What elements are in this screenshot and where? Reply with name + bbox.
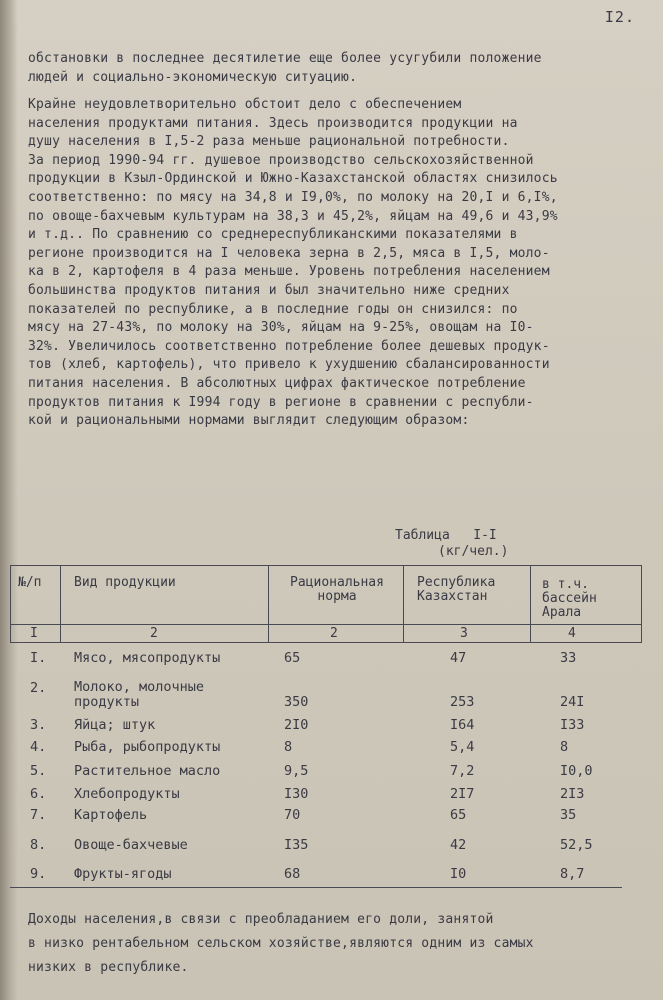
row-index: 3. <box>30 717 47 733</box>
table-row <box>0 763 663 783</box>
table-row <box>0 837 663 857</box>
colnum-4: 3 <box>460 626 468 641</box>
table-row <box>0 866 663 886</box>
row-aral: 8 <box>560 739 569 755</box>
row-rational: 9,5 <box>284 763 309 779</box>
table-row <box>0 739 663 759</box>
table-row <box>0 717 663 737</box>
header-rational: Рациональная норма <box>290 575 384 604</box>
colnum-2: 2 <box>150 626 158 641</box>
closing-text: Доходы населения,в связи с преобладанием его доли, занятой в низко рентабельном сельском хозяйстве,являются одним из самых низких в республике. <box>28 912 534 975</box>
row-product: Яйца; штук <box>74 717 156 733</box>
row-republic: I0 <box>450 866 467 882</box>
table-unit: (кг/чел.) <box>438 544 509 559</box>
row-republic: 65 <box>450 807 467 823</box>
row-aral: 35 <box>560 807 577 823</box>
table-header-rule <box>10 624 642 625</box>
row-republic: I64 <box>450 717 475 733</box>
row-index: 7. <box>30 807 47 823</box>
table-row <box>0 650 663 670</box>
row-aral: 8,7 <box>560 866 585 882</box>
row-rational: 2I0 <box>284 717 309 733</box>
row-product: Молоко, молочные продукты <box>74 679 205 710</box>
row-republic: 2I7 <box>450 786 475 802</box>
table-col-rule-3 <box>268 565 269 643</box>
table-numbers-rule <box>10 642 642 643</box>
header-index: №/п <box>18 575 42 590</box>
row-product: Хлебопродукты <box>74 786 180 802</box>
row-rational: 350 <box>284 694 309 710</box>
main-paragraph <box>28 96 640 431</box>
row-product: Рыба, рыбопродукты <box>74 739 221 755</box>
row-republic: 253 <box>450 694 475 710</box>
row-rational: 68 <box>284 866 301 882</box>
table-top-rule <box>10 565 642 566</box>
row-rational: 70 <box>284 807 301 823</box>
row-product: Картофель <box>74 807 148 823</box>
header-aral: в т.ч. бассейн Арала <box>542 577 597 620</box>
table-col-rule-2 <box>60 565 61 643</box>
row-index: 6. <box>30 786 47 802</box>
row-rational: I30 <box>284 786 309 802</box>
colnum-1: I <box>30 626 38 641</box>
table-col-rule-1 <box>10 565 11 643</box>
row-product: Мясо, мясопродукты <box>74 650 221 666</box>
table-row <box>0 679 663 710</box>
main-text: Крайне неудовлетворительно обстоит дело с обеспечением населения продуктами питания. Здесь производится продукции на душу населения в I,5-2 раза меньше рациональной потребности. За период 1990-94 гг. душевое производство сельскохозяйственной продукции в Кзыл-Ординской и Южно-Казахстанской областях снизилось соответственно: по мясу на 34,8 и I9,0%, по молоку на 20,I и 6,I%, по овоще-бахчевым культурам на 38,3 и 45,2%, яйцам на 49,6 и 43,9% и т.д.. По сравнению со среднереспубликанскими показателями в регионе производится на I человека зерна в 2,5, мяса в I,5, моло- ка в 2, картофеля в 4 раза меньше. Уровень потребления населением большинства продуктов питания и был значительно ниже средних показателей по республике, а в последние годы он снизился: по мясу на 27-43%, по молоку на 30%, яйцам на 9-25%, овощам на I0- 32%. Увеличилось соответственно потребление более дешевых продук- тов (хлеб, картофель), что привело к ухудшению сбалансированности питания населения. В абсолютных цифрах фактическое потребление продуктов питания к I994 году в регионе в сравнении с республи- кой и рациональными нормами выглядит следующим образом: <box>28 97 558 429</box>
row-index: 5. <box>30 763 47 779</box>
table-col-rule-6 <box>641 565 642 643</box>
table-row <box>0 807 663 827</box>
table-col-rule-5 <box>530 565 531 643</box>
row-rational: 65 <box>284 650 301 666</box>
intro-text: обстановки в последнее десятилетие еще более усугубили положение людей и социально-экономическую ситуацию. <box>28 51 542 85</box>
row-republic: 7,2 <box>450 763 475 779</box>
row-aral: 33 <box>560 650 577 666</box>
row-index: I. <box>30 650 47 666</box>
intro-paragraph <box>28 50 640 87</box>
row-product: Фрукты-ягоды <box>74 866 172 882</box>
row-aral: 52,5 <box>560 837 593 853</box>
row-rational: I35 <box>284 837 309 853</box>
colnum-5: 4 <box>568 626 576 641</box>
row-republic: 47 <box>450 650 467 666</box>
row-index: 4. <box>30 739 47 755</box>
row-aral: I33 <box>560 717 585 733</box>
page-number: I2. <box>604 8 635 26</box>
table-col-rule-4 <box>403 565 404 643</box>
header-republic: Республика Казахстан <box>417 575 496 604</box>
table-caption: Таблица I-I <box>395 528 497 543</box>
row-republic: 5,4 <box>450 739 475 755</box>
closing-paragraph <box>28 908 640 980</box>
row-index: 8. <box>30 837 47 853</box>
row-product: Овоще-бахчевые <box>74 837 188 853</box>
row-aral: I0,0 <box>560 763 593 779</box>
table-bottom-rule <box>10 887 622 888</box>
colnum-3: 2 <box>330 626 338 641</box>
row-index: 9. <box>30 866 47 882</box>
row-index: 2. <box>30 680 47 696</box>
row-republic: 42 <box>450 837 467 853</box>
header-product: Вид продукции <box>74 575 176 590</box>
table-row <box>0 786 663 806</box>
row-rational: 8 <box>284 739 293 755</box>
row-aral: 2I3 <box>560 786 585 802</box>
row-aral: 24I <box>560 694 585 710</box>
row-product: Растительное масло <box>74 763 221 779</box>
